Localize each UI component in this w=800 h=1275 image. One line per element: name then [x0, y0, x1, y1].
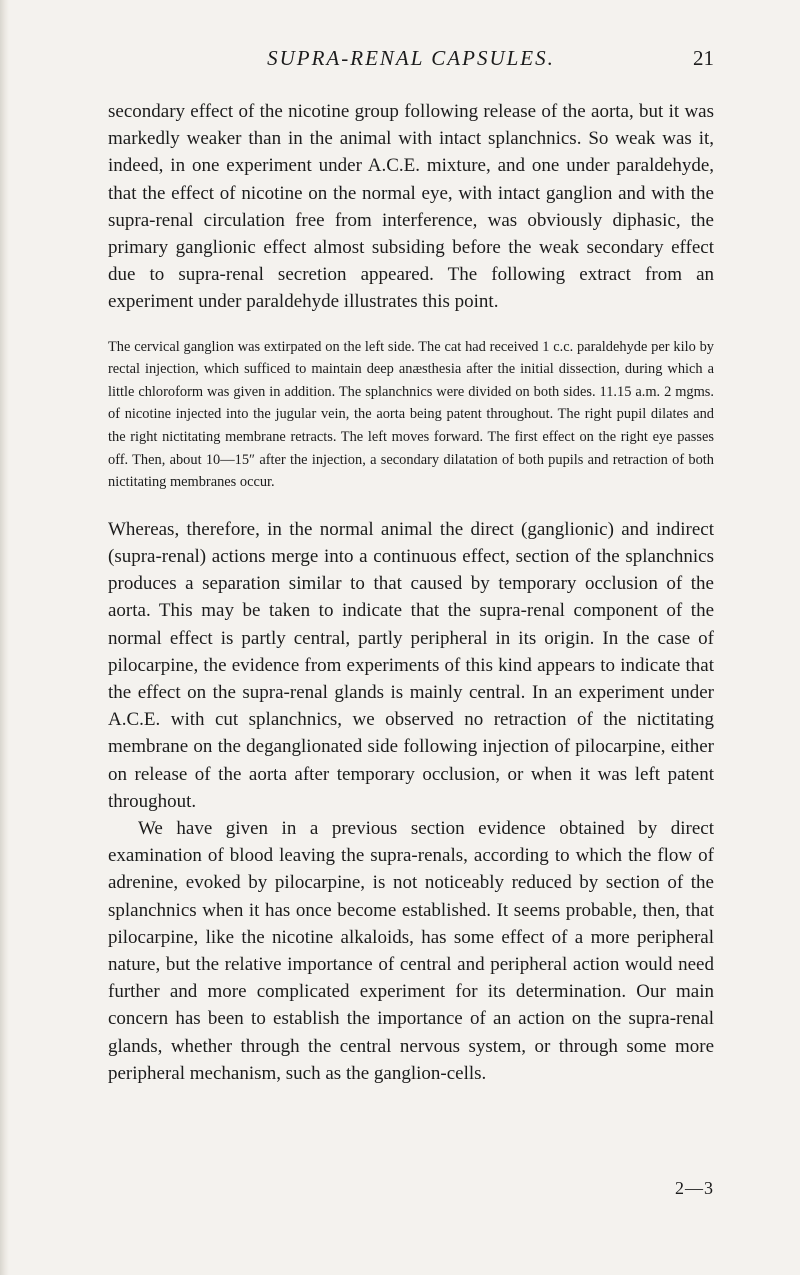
- paragraph-2: Whereas, therefore, in the normal animal the direct (ganglionic) and indirect (supra-renal) actions merge into a continuous effect, section of the splanchnics produces a separation similar to that caused by temporary occlusion of the aorta. This may be taken to indicate that the supra-renal component of the normal effect is partly central, partly peripheral in its origin. In the case of pilocarpine, the evidence from experiments of this kind appears to indicate that the effect on the supra-renal glands is mainly central. In an experiment under A.C.E. with cut splanchnics, we observed no retraction of the nictitating membrane on the deganglionated side following injection of pilocarpine, either on release of the aorta after temporary occlusion, or when it was left patent throughout.: [108, 518, 714, 812]
- book-page: [108, 46, 714, 1087]
- paragraph-1: secondary effect of the nicotine group following release of the aorta, but it was markedly weaker than in the animal with intact splanchnics. So weak was it, indeed, in one experiment under A.C.E. mixture, and one under paraldehyde, that the effect of nicotine on the normal eye, with intact ganglion and with the supra-renal circulation free from interference, was obviously diphasic, the primary ganglionic effect almost subsiding before the weak secondary effect due to supra-renal secretion appeared. The following extract from an experiment under paraldehyde illustrates this point.: [108, 101, 714, 313]
- running-head: [108, 46, 714, 86]
- running-title: SUPRA-RENAL CAPSULES.: [267, 46, 555, 70]
- experiment-excerpt: The cervical ganglion was extirpated on the left side. The cat had received 1 c.c. paraldehyde per kilo by rectal injection, which sufficed to maintain deep anæsthesia after the initial dissection, during which a little chloroform was given in addition. The splanchnics were divided on both sides. 11.15 a.m. 2 mgms. of nicotine injected into the jugular vein, the aorta being patent throughout. The right pupil dilates and the right nictitating membrane retracts. The left moves forward. The first effect on the right eye passes off. Then, about 10—15″ after the injection, a secondary dilatation of both pupils and retraction of both nictitating membranes occur.: [108, 338, 714, 491]
- paragraph-3: We have given in a previous section evidence obtained by direct examination of blood leaving the supra-renals, according to which the flow of adrenine, evoked by pilocarpine, is not noticeably reduced by section of the splanchnics when it has once become established. It seems probable, then, that pilocarpine, like the nicotine alkaloids, has some effect of a more peripheral nature, but the relative importance of central and peripheral action would need further and more complicated experiment for its determination. Our main concern has been to establish the importance of an action on the supra-renal glands, whether through the central nervous system, or through some more peripheral mechanism, such as the ganglion-cells.: [108, 818, 714, 1084]
- page-number: 21: [693, 46, 714, 70]
- printer-signature-mark: 2—3: [675, 1178, 714, 1198]
- page-edge-shadow: [0, 0, 9, 1275]
